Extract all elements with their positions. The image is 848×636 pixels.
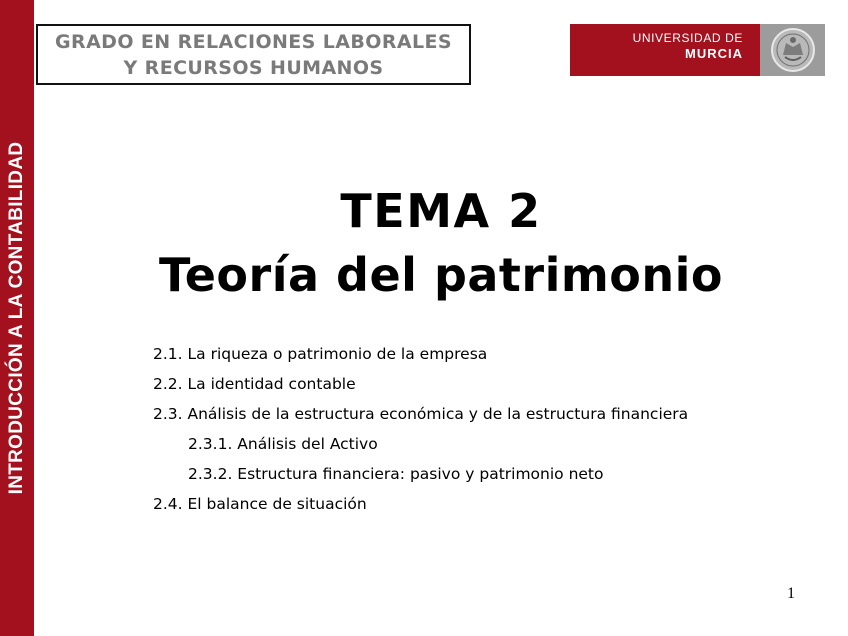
sidebar-band	[0, 0, 34, 636]
degree-title-line-1: GRADO EN RELACIONES LABORALES	[55, 30, 452, 53]
logo-text-line-2: MURCIA	[685, 46, 743, 61]
university-seal-icon	[760, 24, 825, 76]
course-name: INTRODUCCIÓN A LA CONTABILIDAD	[6, 141, 27, 495]
university-logo	[570, 24, 825, 76]
topic-number: TEMA 2	[340, 184, 542, 238]
degree-title-line-2: Y RECURSOS HUMANOS	[123, 56, 384, 79]
toc-item: 2.1. La riqueza o patrimonio de la empresa	[153, 345, 488, 363]
toc-item: 2.2. La identidad contable	[153, 375, 356, 393]
toc-subitem: 2.3.1. Análisis del Activo	[188, 435, 378, 453]
table-of-contents	[153, 339, 688, 519]
topic-title: Teoría del patrimonio	[158, 248, 724, 302]
logo-text-line-1: UNIVERSIDAD DE	[632, 31, 743, 45]
toc-item: 2.4. El balance de situación	[153, 495, 367, 513]
page-number: 1	[787, 585, 795, 602]
degree-title-box	[36, 24, 471, 85]
toc-item: 2.3. Análisis de la estructura económica y de la estructura financiera	[153, 405, 689, 423]
toc-subitem: 2.3.2. Estructura financiera: pasivo y patrimonio neto	[188, 465, 604, 483]
